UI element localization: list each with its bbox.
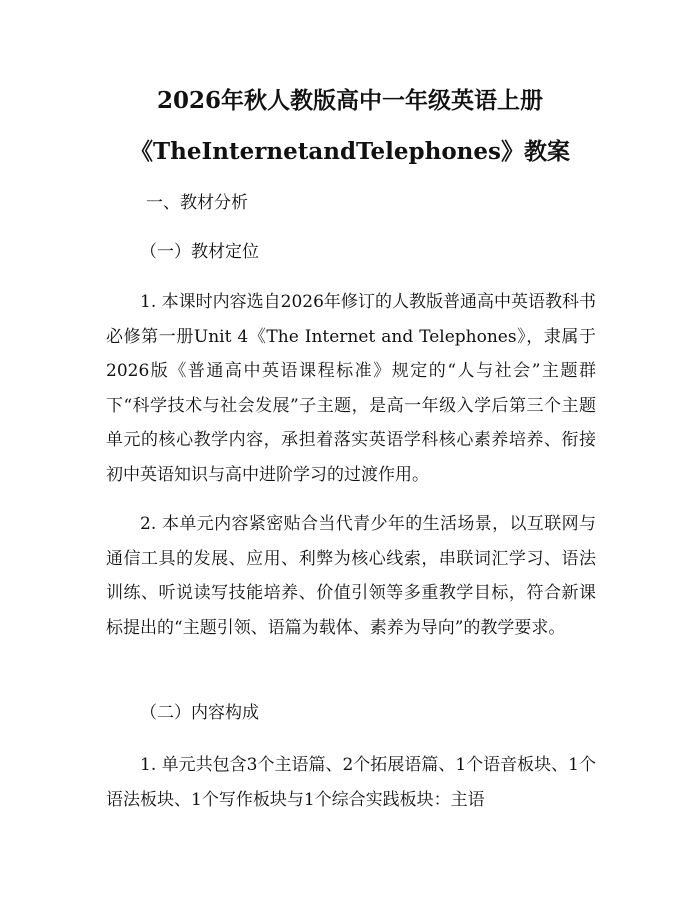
subsection-heading-composition: （二）内容构成 bbox=[140, 703, 259, 723]
paragraph-1: 1. 本课时内容选自2026年修订的人教版普通高中英语教科书必修第一册Unit 4《The Internet and Telephones》，隶属于2026版《普通高中英语课程标准》规定的“人与社会”主题群下“科学技术与社会发展”子主题，是高一年级入学后第三个主题单元的核心教学内容，承担着落实英语学科核心素养培养、衔接初中英语知识与高中进阶学习的过渡作用。 bbox=[106, 292, 596, 485]
paragraph-2: 2. 本单元内容紧密贴合当代青少年的生活场景，以互联网与通信工具的发展、应用、利弊为核心线索，串联词汇学习、语法训练、听说读写技能培养、价值引领等多重教学目标，符合新课标提出的“主题引领、语篇为载体、素养为导向”的教学要求。 bbox=[106, 514, 596, 638]
subsection-heading-positioning: （一）教材定位 bbox=[140, 242, 259, 262]
paragraph-3: 1. 单元共包含3个主语篇、2个拓展语篇、1个语音板块、1个语法板块、1个写作板块与1个综合实践板块：主语 bbox=[106, 755, 596, 810]
section-heading: 一、教材分析 bbox=[146, 193, 248, 213]
document-title-line1: 2026年秋人教版高中一年级英语上册 bbox=[156, 87, 543, 114]
document-title-line2: 《TheInternetandTelephones》教案 bbox=[130, 138, 570, 165]
